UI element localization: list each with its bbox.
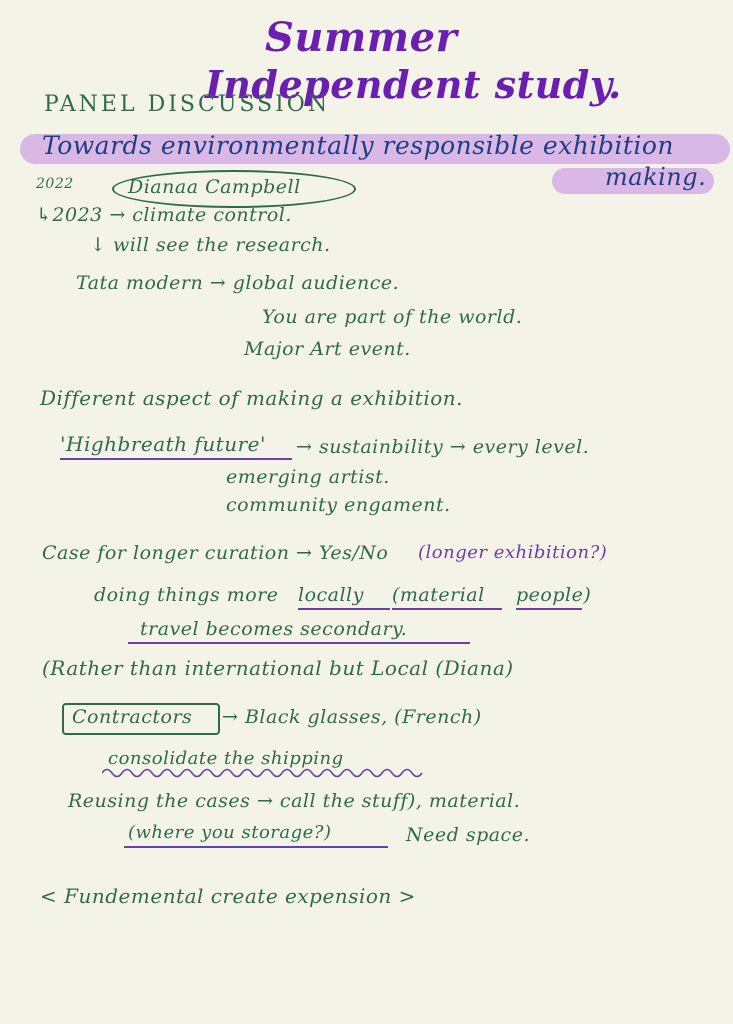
different-aspect-note: Different aspect of making a exhibition.: [40, 386, 463, 410]
people-underline: [516, 608, 582, 610]
travel-underline: [128, 642, 470, 644]
highbreath-note: 'Highbreath future': [60, 432, 267, 456]
heading-line-1: Towards environmentally responsible exhibition: [42, 131, 675, 160]
year-2023-climate: ↳2023 → climate control.: [36, 204, 292, 226]
locally-underline: [298, 608, 390, 610]
major-art-note: Major Art event.: [244, 338, 411, 360]
material-note: (material: [392, 584, 485, 606]
people-note: people): [516, 584, 592, 606]
consolidate-wavy-underline: [102, 766, 432, 780]
community-note: community engament.: [226, 494, 451, 516]
material-underline: [392, 608, 502, 610]
case-note: Case for longer curation → Yes/No: [42, 542, 389, 564]
part-of-world-note: You are part of the world.: [262, 306, 523, 328]
where-storage-note: (where you storage?): [128, 822, 332, 843]
reusing-note: Reusing the cases → call the stuff), material.: [68, 790, 521, 812]
locally-note: locally: [298, 584, 364, 606]
rather-note: (Rather than international but Local (Diana): [42, 656, 514, 680]
highbreath-underline: [60, 458, 292, 460]
where-storage-underline: [124, 846, 388, 848]
travel-note: travel becomes secondary.: [140, 618, 408, 640]
fundamental-note: < Fundemental create expension >: [40, 884, 416, 908]
sustainability-note: → sustainbility → every level.: [296, 436, 590, 458]
emerging-note: emerging artist.: [226, 466, 390, 488]
contractors-note: Contractors: [72, 706, 193, 728]
doing-things-note: doing things more: [94, 584, 279, 606]
consolidate-note: consolidate the shipping: [108, 748, 344, 769]
case-question-note: (longer exhibition?): [418, 542, 608, 563]
year-2022: 2022: [36, 176, 74, 192]
speaker-name: Dianaa Campbell: [128, 176, 301, 198]
tate-note: Tata modern → global audience.: [76, 272, 400, 294]
research-note: ↓ will see the research.: [90, 234, 331, 256]
title-line-1: Summer: [265, 14, 458, 61]
heading-line-2: making.: [605, 163, 707, 191]
title-line-2: Independent study.: [205, 62, 622, 107]
black-glasses-note: → Black glasses, (French): [222, 706, 482, 728]
panel-discussion-label: PANEL DISCUSSION: [44, 92, 331, 117]
need-space-note: Need space.: [406, 824, 530, 846]
